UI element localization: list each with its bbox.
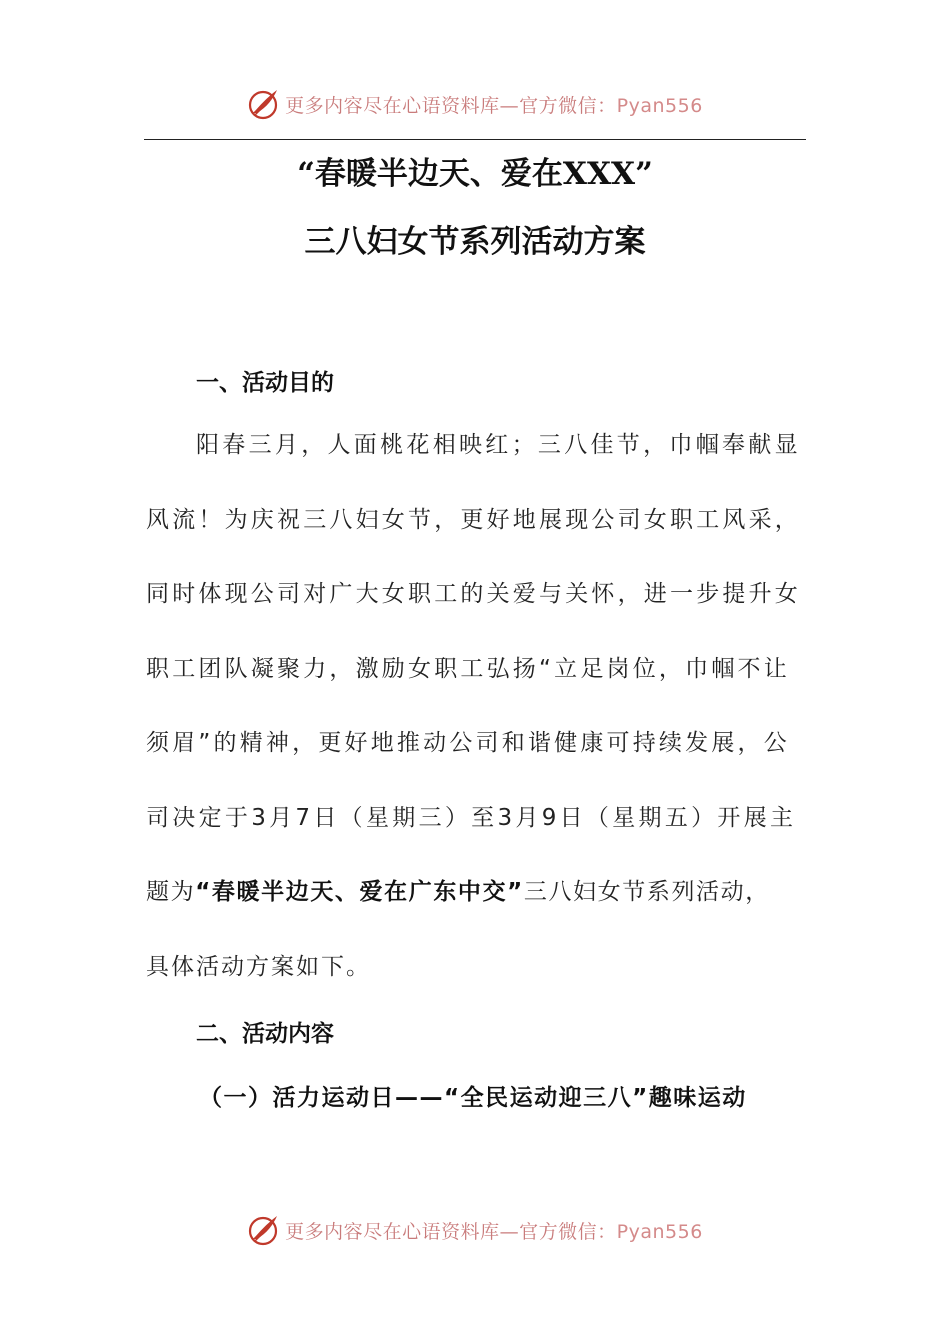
banner-label: 更多内容尽在心语资料库—官方微信： xyxy=(285,94,617,117)
paragraph-text: 题为 xyxy=(146,879,196,905)
paragraph-line: 职工团队凝聚力，激励女职工弘扬“立足岗位，巾帼不让 xyxy=(146,656,790,682)
footer-banner-content xyxy=(247,1213,703,1247)
quill-logo-icon xyxy=(247,87,281,121)
document-title-line1: “春暖半边天、爱在XXX” xyxy=(297,156,653,192)
paragraph-line: 须眉”的精神，更好地推动公司和谐健康可持续发展，公 xyxy=(146,730,790,756)
footer-banner xyxy=(0,1208,950,1252)
paragraph-line: 具体活动方案如下。 xyxy=(146,954,371,980)
header-banner-text xyxy=(285,91,703,118)
paragraph-line: 阳春三月，人面桃花相映红；三八佳节，巾帼奉献显 xyxy=(196,432,801,458)
header-banner xyxy=(0,82,950,126)
paragraph-line: 同时体现公司对广大女职工的关爱与关怀，进一步提升女 xyxy=(146,581,801,607)
quill-logo-icon xyxy=(247,1213,281,1247)
footer-banner-text xyxy=(285,1217,703,1244)
paragraph-emphasis: “春暖半边天、爱在广东中交” xyxy=(195,879,524,905)
header-banner-content xyxy=(247,87,703,121)
paragraph-line: 风流！为庆祝三八妇女节，更好地展现公司女职工风采， xyxy=(146,507,801,533)
banner-account: Pyan556 xyxy=(616,94,703,117)
paragraph-line: 司决定于3月7日（星期三）至3月9日（星期五）开展主 xyxy=(146,805,797,831)
subsection-heading-sports-day: （一）活力运动日——“全民运动迎三八”趣味运动 xyxy=(199,1085,747,1111)
paragraph-line xyxy=(146,873,806,913)
document-title-line2: 三八妇女节系列活动方案 xyxy=(304,224,646,260)
section-heading-content: 二、活动内容 xyxy=(196,1021,334,1047)
banner-account: Pyan556 xyxy=(616,1220,703,1243)
banner-label: 更多内容尽在心语资料库—官方微信： xyxy=(285,1220,617,1243)
header-divider xyxy=(144,139,806,140)
paragraph-text: 三八妇女节系列活动， xyxy=(523,879,770,905)
section-heading-purpose: 一、活动目的 xyxy=(196,370,334,396)
